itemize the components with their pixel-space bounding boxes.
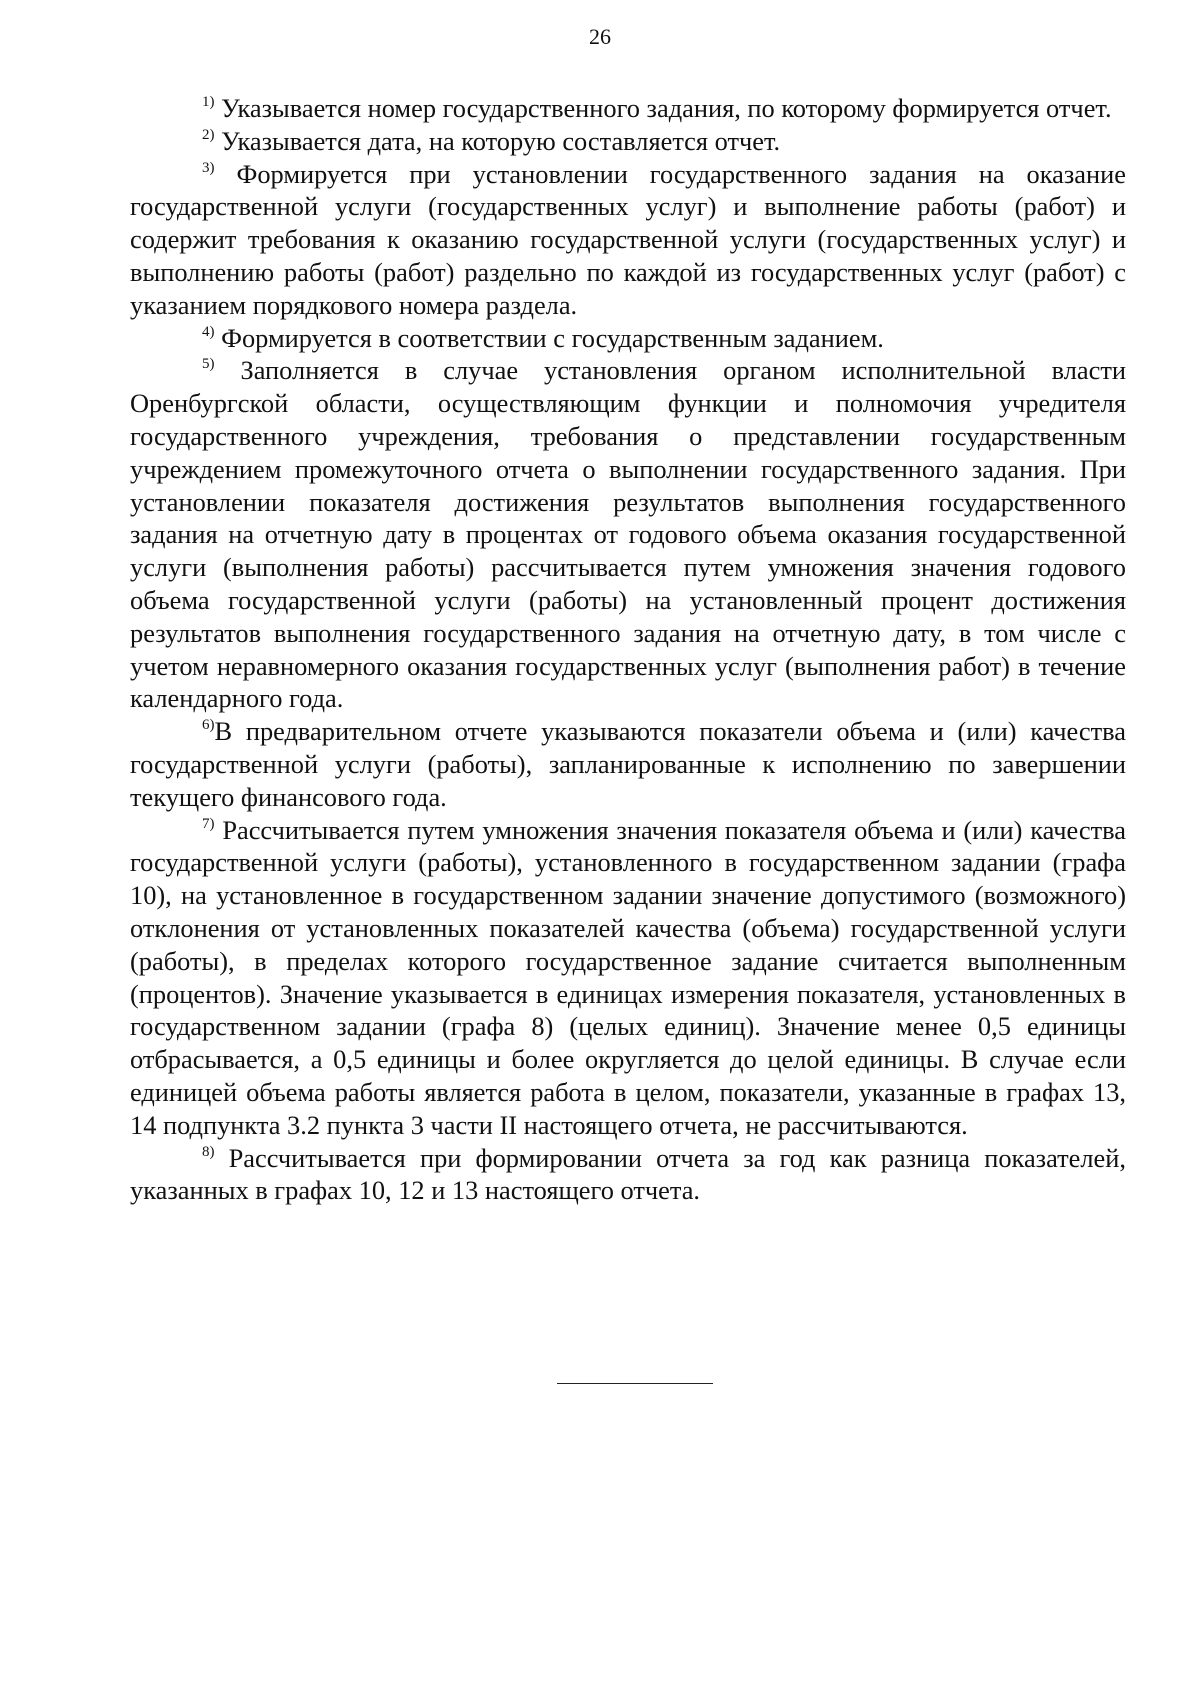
footnote-8 (130, 1142, 1126, 1208)
footnote-4 (130, 322, 1126, 355)
footnote-2 (130, 125, 1126, 158)
footnote-marker: 2) (202, 126, 215, 143)
footnote-7 (130, 814, 1126, 1142)
footnote-text: Формируется при установлении государственного задания на оказание государственной услуги (государственных услуг) и выполнение работы (работ) и содержит требования к оказанию государственной услуги (государственных услуг) и выполнению работы (работ) раздельно по каждой из государственных услуг (работ) с указанием порядкового номера раздела. (130, 158, 1126, 320)
footnote-6 (130, 715, 1126, 813)
page-number: 26 (589, 24, 611, 49)
footnotes (130, 92, 1126, 1207)
footnote-marker: 6) (202, 717, 215, 734)
footnote-text: Рассчитывается путем умножения значения показателя объема и (или) качества государственной услуги (работы), установленного в государственном задании (графа 10), на установленное в государственном задании значение допустимого (возможного) отклонения от установленных показателей качества (объема) государственной услуги (работы), в пределах которого государственное задание считается выполненным (процентов). Значение указывается в единицах измерения показателя, установленных в государственном задании (графа 8) (целых единиц). Значение менее 0,5 единицы отбрасывается, а 0,5 единицы и более округляется до целой единицы. В случае если единицей объема работы является работа в целом, показатели, указанные в графах 13, 14 подпункта 3.2 пункта 3 части II настоящего отчета, не рассчитываются. (130, 814, 1126, 1140)
footnote-marker: 5) (202, 356, 215, 373)
footnote-text: Формируется в соответствии с государственным заданием. (221, 322, 884, 353)
closing-divider (557, 1383, 713, 1384)
footnote-marker: 7) (202, 815, 215, 832)
footnote-text: Указывается номер государственного задания, по которому формируется отчет. (221, 93, 1112, 123)
footnote-marker: 1) (202, 94, 215, 110)
footnote-marker: 3) (202, 159, 215, 176)
footnote-3 (130, 158, 1126, 322)
footnote-text: Заполняется в случае установления органом исполнительной власти Оренбургской области, осуществляющим функции и полномочия учредителя государственного учреждения, требования о представлении государственным учреждением промежуточного отчета о выполнении государственного задания. При установлении показателя достижения результатов выполнения государственного задания на отчетную дату в процентах от годового объема оказания государственной услуги (выполнения работы) рассчитывается путем умножения значения годового объема государственной услуги (работы) на установленный процент достижения результатов выполнения государственного задания на отчетную дату, в том числе с учетом неравномерного оказания государственных услуг (выполнения работ) в течение календарного года. (130, 355, 1126, 714)
footnote-text: Рассчитывается при формировании отчета за год как разница показателей, указанных в графах 10, 12 и 13 настоящего отчета. (130, 1142, 1126, 1206)
footnote-text: Указывается дата, на которую составляется отчет. (221, 125, 781, 156)
footnote-text: В предварительном отчете указываются показатели объема и (или) качества государственной услуги (работы), запланированные к исполнению по завершении текущего финансового года. (130, 716, 1126, 812)
footnote-1 (130, 92, 1126, 125)
footnote-5 (130, 354, 1126, 715)
footnote-marker: 4) (202, 323, 215, 340)
footnote-marker: 8) (202, 1143, 215, 1160)
